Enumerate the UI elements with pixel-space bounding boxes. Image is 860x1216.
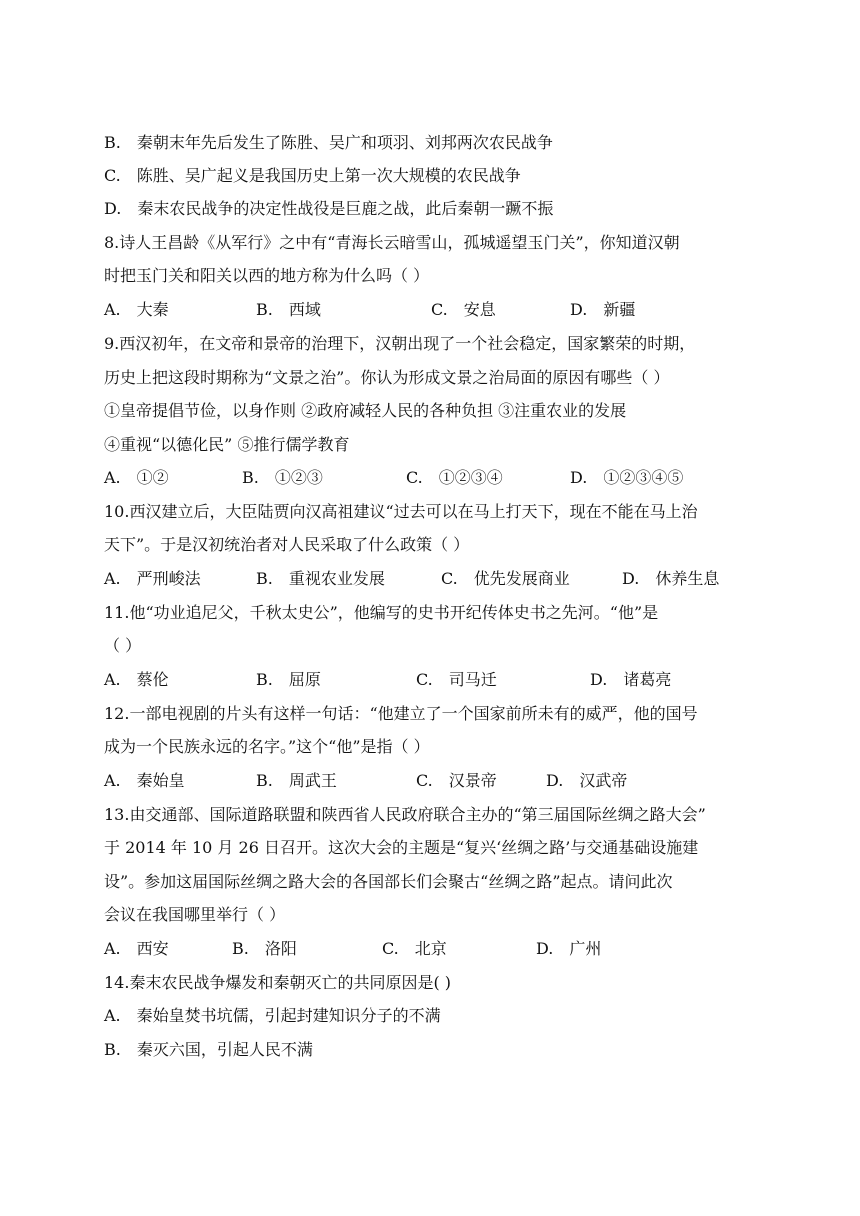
q10-options	[104, 569, 720, 589]
q11-stem-line-2: （ ）	[104, 636, 142, 655]
q8-stem-line-1: 8.诗人王昌龄《从军行》之中有“青海长云暗雪山，孤城遥望玉门关”，你知道汉朝	[104, 233, 680, 252]
q12-option-d: D. 汉武帝	[546, 771, 628, 790]
q9-option-a: A. ①②	[104, 468, 169, 487]
q8-stem-line-2: 时把玉门关和阳关以西的地方称为什么吗（ ）	[104, 266, 430, 285]
q8-option-c: C. 安息	[431, 300, 496, 319]
q11-options	[104, 670, 672, 690]
q11-option-c: C. 司马迁	[416, 670, 497, 689]
q7-option-c: C. 陈胜、吴广起义是我国历史上第一次大规模的农民战争	[104, 166, 521, 185]
q13-options	[104, 939, 602, 959]
q11-stem-line-1: 11.他“功业追尼父，千秋太史公”，他编写的史书开纪传体史书之先河。“他”是	[104, 603, 659, 622]
q11-option-b: B. 屈原	[256, 670, 321, 689]
q12-option-a: A. 秦始皇	[104, 771, 185, 790]
q12-stem-line-1: 12.一部电视剧的片头有这样一句话：“他建立了一个国家前所未有的威严，他的国号	[104, 704, 698, 723]
q9-option-b: B. ①②③	[242, 468, 323, 487]
q10-stem-line-1: 10.西汉建立后，大臣陆贾向汉高祖建议“过去可以在马上打天下，现在不能在马上治	[104, 502, 698, 521]
q12-stem-line-2: 成为一个民族永远的名字。”这个“他”是指（ ）	[104, 737, 430, 756]
q10-option-a: A. 严刑峻法	[104, 569, 201, 588]
q8-options	[104, 300, 636, 320]
q10-option-b: B. 重视农业发展	[256, 569, 385, 588]
q11-option-a: A. 蔡伦	[104, 670, 169, 689]
q9-stem-line-2: 历史上把这段时期称为“文景之治”。你认为形成文景之治局面的原因有哪些（ ）	[104, 368, 670, 387]
q14-stem: 14.秦末农民战争爆发和秦朝灭亡的共同原因是( )	[104, 973, 452, 992]
q13-stem-line-4: 会议在我国哪里举行（ ）	[104, 905, 286, 924]
q9-options	[104, 468, 684, 488]
q13-option-a: A. 西安	[104, 939, 169, 958]
q13-stem-line-1: 13.由交通部、国际道路联盟和陕西省人民政府联合主办的“第三届国际丝绸之路大会”	[104, 805, 706, 824]
q13-option-d: D. 广州	[536, 939, 602, 958]
q10-stem-line-2: 天下”。于是汉初统治者对人民采取了什么政策（ ）	[104, 535, 470, 554]
q9-option-c: C. ①②③④	[406, 468, 503, 487]
q10-option-c: C. 优先发展商业	[441, 569, 570, 588]
q11-option-d: D. 诸葛亮	[590, 670, 672, 689]
q7-option-d: D. 秦末农民战争的决定性战役是巨鹿之战，此后秦朝一蹶不振	[104, 199, 554, 218]
q13-stem-line-2: 于 2014 年 10 月 26 日召开。这次大会的主题是“复兴‘丝绸之路’与交通基础设施建	[104, 838, 699, 857]
q12-option-c: C. 汉景帝	[416, 771, 497, 790]
q7-option-b: B. 秦朝末年先后发生了陈胜、吴广和项羽、刘邦两次农民战争	[104, 133, 553, 152]
q9-statement-line-1: ①皇帝提倡节俭，以身作则 ②政府减轻人民的各种负担 ③注重农业的发展	[104, 401, 627, 420]
q8-option-b: B. 西域	[256, 300, 321, 319]
q8-option-a: A. 大秦	[104, 300, 169, 319]
q14-option-a: A. 秦始皇焚书坑儒，引起封建知识分子的不满	[104, 1006, 441, 1025]
q8-option-d: D. 新疆	[570, 300, 636, 319]
q12-options	[104, 771, 628, 791]
q13-option-b: B. 洛阳	[232, 939, 297, 958]
q14-option-b: B. 秦灭六国，引起人民不满	[104, 1040, 313, 1059]
q13-stem-line-3: 设”。参加这届国际丝绸之路大会的各国部长们会聚古“丝绸之路”起点。请问此次	[104, 872, 673, 891]
q9-option-d: D. ①②③④⑤	[570, 468, 684, 487]
q12-option-b: B. 周武王	[256, 771, 337, 790]
q13-option-c: C. 北京	[382, 939, 447, 958]
q9-stem-line-1: 9.西汉初年，在文帝和景帝的治理下，汉朝出现了一个社会稳定，国家繁荣的时期，	[104, 334, 696, 353]
q9-statement-line-2: ④重视“以德化民” ⑤推行儒学教育	[104, 435, 350, 454]
q10-option-d: D. 休养生息	[622, 569, 720, 588]
